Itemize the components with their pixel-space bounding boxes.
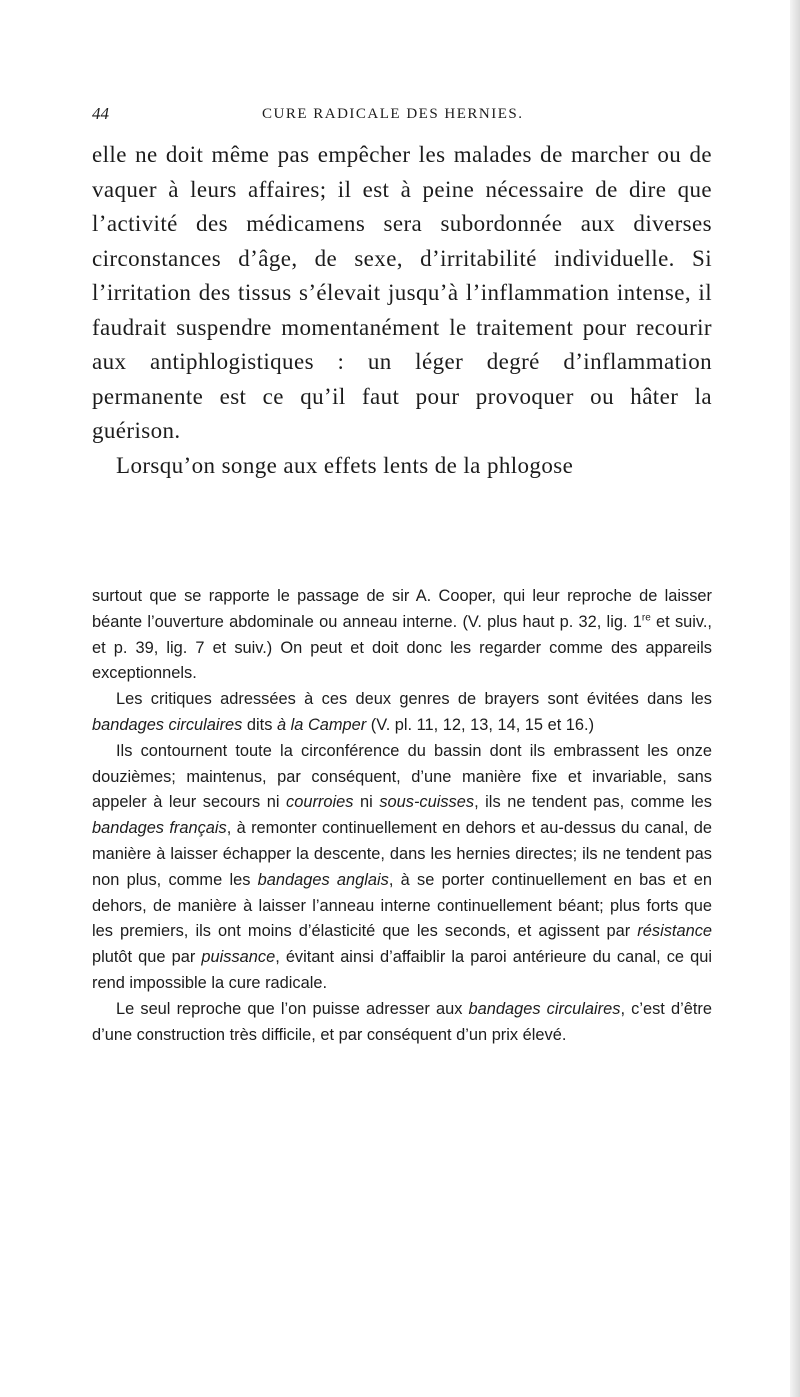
note-italic: résistance: [637, 922, 712, 941]
note-text: , à se porter continuellement en bas et en dehors, de manière à laisser l’anneau interne continuellement béant; plus forts que les premiers, ils ont moins d’élasticité que les seconds, et agissent par: [92, 870, 712, 941]
note-text: , évitant ainsi d’affaiblir la paroi antérieure du canal, ce qui rend impossible la cure radicale.: [92, 948, 712, 992]
note-italic: bandages français: [92, 819, 227, 838]
main-text-block: [92, 138, 712, 483]
running-head: [92, 104, 722, 128]
note-text: surtout que se rapporte le passage de sir A. Cooper, qui leur reproche de laisser béante l’ouverture abdominale ou anneau interne. (V. plus haut p. 32, lig. 1: [92, 587, 712, 631]
note-text: , ils ne tendent pas, comme les: [474, 793, 712, 812]
note-text: Ils contournent toute la circonférence du bassin dont ils embrassent les onze douzièmes; maintenus, par conséquent, d’une manière fixe et invariable, sans appeler à leur secours ni: [92, 741, 712, 812]
footnote-block: [92, 584, 712, 1048]
note-text: , à remonter continuellement en dehors et au-dessus du canal, de manière à laisser échapper la descente, dans les hernies directes; ils ne tendent pas non plus, comme les: [92, 819, 712, 889]
note-italic: bandages circulaires: [92, 715, 243, 734]
main-paragraph-1: elle ne doit même pas empêcher les malades de marcher ou de vaquer à leurs affaires; il est à peine nécessaire de dire que l’activité des médicamens sera subordonnée aux diverses circonstances d’âge, de sexe, d’irritabilité individuelle. Si l’irritation des tissus s’élevait jusqu’à l’inflammation intense, il faudrait suspendre momentanément le traitement pour recourir aux antiphlogistiques : un léger degré d’inflammation permanente est ce qu’il faut pour provoquer ou hâter la guérison.: [92, 142, 712, 443]
note-italic: bandages anglais: [257, 870, 389, 889]
note-italic: bandages circulaires: [468, 999, 621, 1018]
note-text: et suiv., et p. 39, lig. 7 et suiv.) On peut et doit donc les regarder comme des appareils exceptionnels.: [92, 612, 712, 683]
note-italic: sous-cuisses: [379, 793, 475, 812]
note-text: Le seul reproche que l’on puisse adresser aux: [116, 999, 469, 1018]
note-italic: courroies: [286, 793, 354, 812]
superscript: re: [641, 612, 651, 624]
note-text: (V. pl. 11, 12, 13, 14, 15 et 16.): [366, 715, 595, 734]
note-text: plutôt que par: [92, 948, 202, 967]
note-paragraph-1: [92, 584, 712, 687]
note-text: dits: [242, 715, 277, 734]
page-edge-shadow: [790, 0, 800, 1397]
page-number: 44: [92, 104, 109, 123]
note-italic: puissance: [201, 948, 276, 967]
note-text: Les critiques adressées à ces deux genres de brayers sont évitées dans les: [116, 690, 712, 709]
note-paragraph-2: [92, 687, 712, 739]
running-title: CURE RADICALE DES HERNIES.: [262, 106, 524, 122]
note-paragraph-3: [92, 739, 712, 997]
main-paragraph-2: Lorsqu’on songe aux effets lents de la phlogose: [116, 452, 574, 478]
note-text: , c’est d’être d’une construction très difficile, et par conséquent d’un prix élevé.: [92, 999, 712, 1044]
note-paragraph-4: [92, 997, 712, 1049]
note-italic: à la Camper: [276, 715, 367, 734]
note-text: ni: [353, 793, 380, 812]
